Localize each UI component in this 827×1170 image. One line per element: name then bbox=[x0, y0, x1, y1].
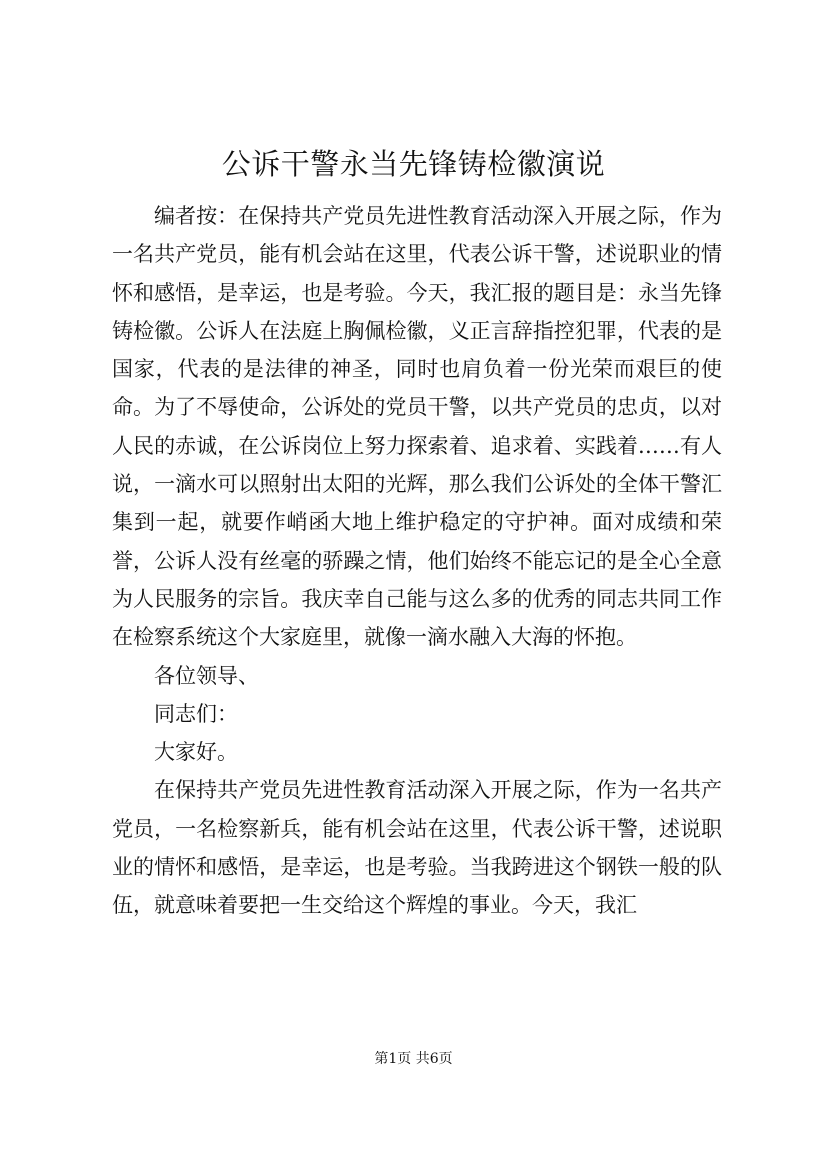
paragraph-salutation-comrades: 同志们： bbox=[154, 701, 238, 726]
document-body bbox=[112, 197, 722, 925]
paragraph-salutation-leaders: 各位领导、 bbox=[154, 663, 259, 688]
paragraph-greeting: 大家好。 bbox=[154, 740, 238, 765]
paragraph-editor-note: 编者按：在保持共产党员先进性教育活动深入开展之际，作为一名共产党员，能有机会站在这里，代表公诉干警，述说职业的情怀和感悟，是幸运，也是考验。今天，我汇报的题目是：永当先锋铸检徽。公诉人在法庭上胸佩检徽，义正言辞指控犯罪，代表的是国家，代表的是法律的神圣，同时也肩负着一份光荣而艰巨的使命。为了不辱使命，公诉处的党员干警，以共产党员的忠贞，以对人民的赤诚，在公诉岗位上努力探索着、追求着、实践着……有人说，一滴水可以照射出太阳的光辉，那么我们公诉处的全体干警汇集到一起，就要作峭函大地上维护稳定的守护神。面对成绩和荣誉，公诉人没有丝毫的骄躁之情，他们始终不能忘记的是全心全意为人民服务的宗旨。我庆幸自己能与这么多的优秀的同志共同工作在检察系统这个大家庭里，就像一滴水融入大海的怀抱。 bbox=[112, 204, 722, 650]
document-title: 公诉干警永当先锋铸检徽演说 bbox=[221, 147, 606, 181]
page-footer: 第1页 共6页 bbox=[374, 1051, 453, 1067]
paragraph-speech-opening: 在保持共产党员先进性教育活动深入开展之际，作为一名共产党员，一名检察新兵，能有机会站在这里，代表公诉干警，述说职业的情怀和感悟，是幸运，也是考验。当我跨进这个钢铁一般的队伍，就意味着要把一生交给这个辉煌的事业。今天，我汇 bbox=[112, 778, 722, 918]
